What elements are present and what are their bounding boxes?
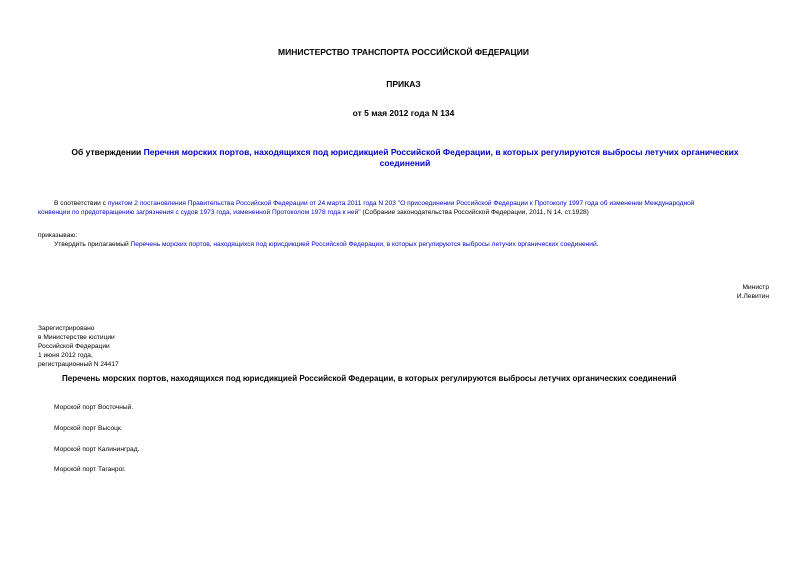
order-word: приказываю: [38,232,78,239]
registration-block [38,324,119,369]
approve-paragraph [54,240,794,249]
port-item: Морской порт Высоцк. [54,425,123,432]
registration-line: 1 июня 2012 года, [38,352,93,359]
title-link[interactable]: Перечня морских портов, находящихся под юрисдикцией Российской Федерации, в которых регулируются выбросы летучих органических [143,147,739,157]
list-title: Перечень морских портов, находящихся под юрисдикцией Российской Федерации, в которых регулируются выбросы летучих органических соединений [62,374,677,383]
preamble-citation: (Собрание законодательства Российской Федерации, 2011, N 14, ст.1928) [360,209,589,216]
approve-suffix: . [596,241,599,248]
document-title [50,147,760,169]
document-date-number: от 5 мая 2012 года N 134 [352,108,455,118]
registration-line: Российской Федерации [38,343,110,350]
approve-prefix: Утвердить прилагаемый [54,241,131,248]
title-prefix: Об утверждении [71,147,144,157]
port-item: Морской порт Восточный. [54,404,134,411]
approve-link[interactable]: Перечень морских портов, находящихся под юрисдикцией Российской Федерации, в которых регулируются выбросы летучих органических соединений [130,241,597,248]
title-link-continued[interactable]: соединений [379,158,431,168]
preamble-link-continued[interactable]: конвенции по предотвращению загрязнения с судов 1973 года, измененной Протоколом 1978 года к ней" [38,209,361,216]
preamble-link[interactable]: пунктом 2 постановления Правительства Российской Федерации от 24 марта 2011 года N 203 "О присоединении Российской Федерации к Протоколу 1997 года об изменении Международной [107,200,695,207]
registration-line: регистрационный N 24417 [38,361,119,368]
registration-line: в Министерстве юстиции [38,334,115,341]
preamble-text: В соответствии с [54,200,108,207]
registration-line: Зарегистрировано [38,325,95,332]
ministry-heading: МИНИСТЕРСТВО ТРАНСПОРТА РОССИЙСКОЙ ФЕДЕРАЦИИ [278,47,529,57]
signature-position: Министр [742,284,769,291]
signature-name: И.Левитин [736,293,769,300]
preamble-paragraph [38,199,773,217]
port-item: Морской порт Таганрог. [54,466,126,473]
document-type: ПРИКАЗ [386,79,421,89]
port-item: Морской порт Калининград. [54,446,140,453]
